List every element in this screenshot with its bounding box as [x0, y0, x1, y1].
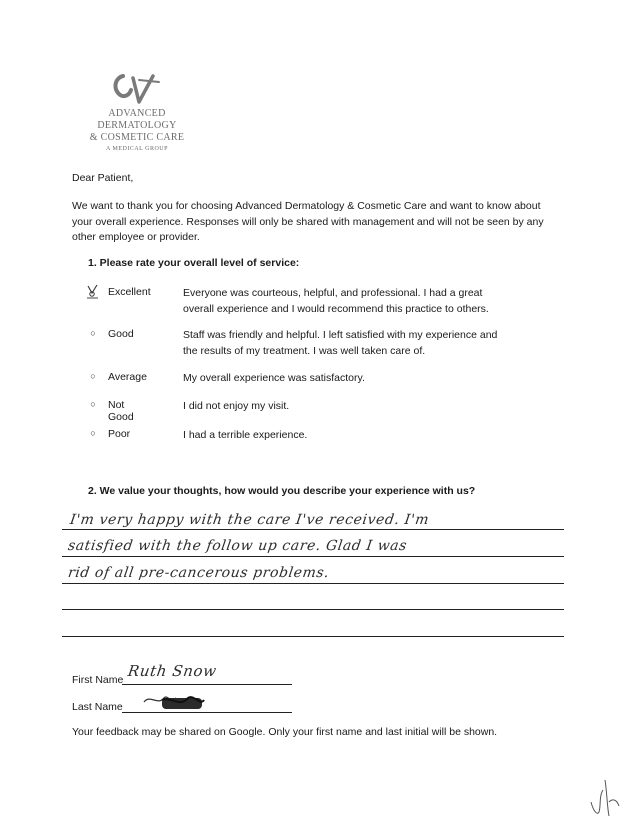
first-name-label: First Name — [72, 674, 124, 686]
radio-average[interactable]: ○ — [90, 371, 96, 381]
last-name-label: Last Name — [72, 701, 123, 713]
option-desc-average: My overall experience was satisfactory. — [183, 372, 365, 384]
practice-logo — [72, 72, 202, 152]
answer-area[interactable] — [62, 508, 564, 638]
first-name-field[interactable] — [122, 664, 292, 684]
option-label-not-good: Not Good — [108, 399, 134, 423]
question-2-title: 2. We value your thoughts, how would you describe your experience with us? — [88, 485, 476, 497]
radio-poor[interactable]: ○ — [90, 428, 96, 438]
first-name-value: Ruth Snow — [126, 662, 218, 680]
answer-line-2: satisfied with the follow up care. Glad I was — [66, 538, 409, 554]
answer-rule-1 — [62, 529, 564, 530]
option-desc-poor: I had a terrible experience. — [183, 429, 308, 441]
answer-rule-3 — [62, 583, 564, 584]
answer-line-3: rid of all pre-cancerous problems. — [66, 565, 331, 581]
answer-rule-2 — [62, 556, 564, 557]
option-desc-not-good: I did not enjoy my visit. — [183, 400, 290, 412]
last-name-rule — [122, 712, 292, 713]
intro-paragraph: We want to thank you for choosing Advanced Dermatology & Cosmetic Care and want to know about your overall experience. Responses will only be shared with management and will not be seen by any other employee or provider. — [72, 200, 544, 243]
greeting: Dear Patient, — [72, 172, 134, 184]
answer-line-1: I'm very happy with the care I've received. I'm — [68, 512, 431, 528]
radio-not-good[interactable]: ○ — [90, 399, 96, 409]
first-name-rule — [122, 684, 292, 685]
option-desc-excellent: Everyone was courteous, helpful, and professional. I had a great overall experience and I would recommend this practice to others. — [183, 287, 489, 315]
answer-rule-4 — [62, 609, 564, 610]
answer-rule-5 — [62, 636, 564, 637]
logo-line-1: ADVANCED DERMATOLOGY — [97, 108, 177, 131]
logo-line-2: & COSMETIC CARE — [89, 132, 185, 143]
footer-note: Your feedback may be shared on Google. Only your first name and last initial will be shown. — [72, 726, 498, 738]
option-label-good: Good — [108, 328, 134, 340]
logo-tagline: A MEDICAL GROUP — [106, 146, 168, 152]
option-desc-good: Staff was friendly and helpful. I left satisfied with my experience and the results of my treatment. I was well taken care of. — [183, 329, 498, 357]
radio-good[interactable]: ○ — [90, 328, 96, 338]
option-label-poor: Poor — [108, 428, 131, 440]
last-name-field[interactable] — [122, 692, 292, 712]
option-label-excellent: Excellent — [108, 286, 151, 298]
corner-initials-icon — [585, 772, 625, 822]
question-1-title: 1. Please rate your overall level of service: — [88, 257, 300, 269]
logo-mark-icon — [109, 72, 165, 106]
option-label-average: Average — [108, 371, 147, 383]
handwritten-check-icon — [85, 283, 101, 301]
redacted-scribble-icon — [140, 692, 210, 714]
